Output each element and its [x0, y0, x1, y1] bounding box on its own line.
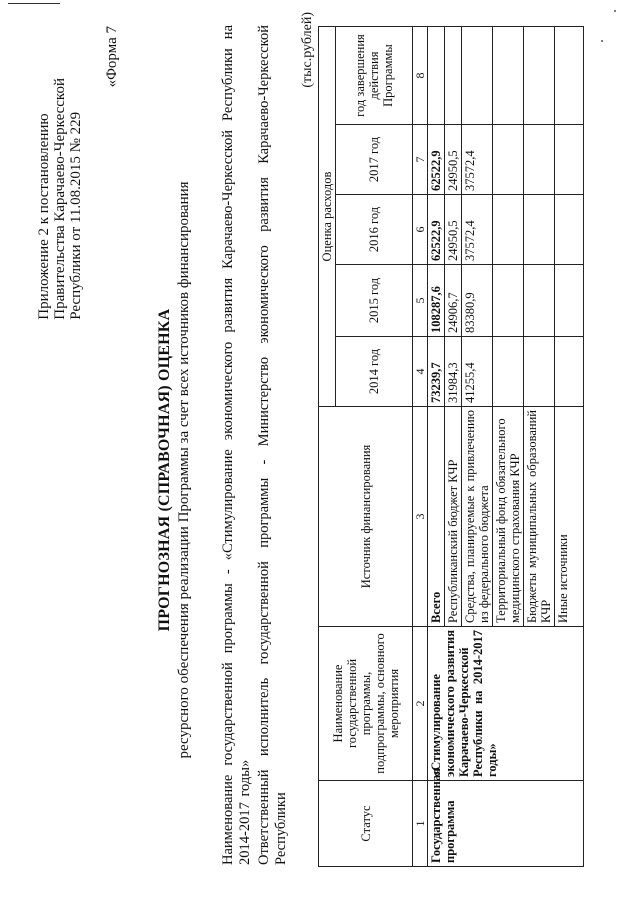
value-2015 [524, 265, 555, 337]
document-subtitle: ресурсного обеспечения реализации Программы за счет всех источников финансирования [176, 181, 192, 759]
header-name: Наименование государственной программы, подпрограммы, основного мероприятия [319, 627, 413, 781]
column-number: 4 [413, 337, 428, 407]
value-2016: 37572,4 [462, 195, 493, 265]
value-2014 [555, 337, 584, 407]
value-2016: 24950,5 [445, 195, 462, 265]
value-2016 [493, 195, 524, 265]
header-2016: 2016 год [336, 195, 413, 265]
units-label: (тыс.рублей) [300, 12, 315, 88]
document-title: ПРОГНОЗНАЯ (СПРАВОЧНАЯ) ОЦЕНКА [156, 308, 173, 632]
column-number: 5 [413, 265, 428, 337]
column-number: 1 [413, 781, 428, 867]
value-end-year [445, 27, 462, 125]
value-2015 [555, 265, 584, 337]
value-end-year [462, 27, 493, 125]
value-2015: 24906,7 [445, 265, 462, 337]
value-end-year [493, 27, 524, 125]
appendix-note [36, 78, 84, 320]
value-2014: 31984,3 [445, 337, 462, 407]
program-cell: «Стимулирование экономического развития Карачаево-Черкесской Республики на 2014-2017 годы» [428, 627, 584, 781]
value-2014: 73239,7 [428, 337, 445, 407]
header-2017: 2017 год [336, 125, 413, 195]
header-2015: 2015 год [336, 265, 413, 337]
value-2017: 62522,9 [428, 125, 445, 195]
value-end-year [524, 27, 555, 125]
column-number: 8 [413, 27, 428, 125]
status-cell: Государственная программа [428, 781, 584, 867]
value-2017 [555, 125, 584, 195]
appendix-line-3: Республики от 11.08.2015 № 229 [68, 111, 84, 320]
appendix-line-1: Приложение 2 к постановлению [36, 113, 52, 320]
appendix-line-2: Правительства Карачаево-Черкесской [52, 78, 68, 320]
source-cell: Республиканский бюджет КЧР [445, 407, 462, 627]
source-cell: Территориальный фонд обязательного медицинского страхования КЧР [493, 407, 524, 627]
column-number: 7 [413, 125, 428, 195]
column-number: 2 [413, 627, 428, 781]
value-2015 [493, 265, 524, 337]
header-status: Статус [319, 781, 413, 867]
column-number: 6 [413, 195, 428, 265]
value-2017: 37572,4 [462, 125, 493, 195]
value-2017 [524, 125, 555, 195]
header-end-year: год завершения действия Программы [336, 27, 413, 125]
source-cell: Иные источники [555, 407, 584, 627]
value-2014 [524, 337, 555, 407]
value-2017: 24950,5 [445, 125, 462, 195]
value-end-year [428, 27, 445, 125]
source-cell: Бюджеты муниципальных образований КЧР [524, 407, 555, 627]
header-source: Источник финансирования [319, 407, 413, 627]
source-cell: Средства, планируемые к привлечению из федерального бюджета [462, 407, 493, 627]
header-2014: 2014 год [336, 337, 413, 407]
header-estimate: Оценка расходов [319, 27, 336, 407]
value-2015: 108287,6 [428, 265, 445, 337]
column-number-row [413, 27, 428, 867]
value-2014: 41255,4 [462, 337, 493, 407]
value-2016 [524, 195, 555, 265]
funding-table [318, 26, 584, 867]
column-number: 3 [413, 407, 428, 627]
program-name: Наименование государственной программы - «Стимулирование экономического развития Карачаево-Черкесской Республики на 2014-2017 годы» [220, 25, 253, 865]
header-row-1 [319, 27, 336, 867]
responsible-executor: Ответственный исполнитель государственной программы - Министерство экономического развития Карачаево-Черкесской Республики [256, 25, 289, 865]
value-2014 [493, 337, 524, 407]
table-row [428, 27, 445, 867]
value-2015: 83380,9 [462, 265, 493, 337]
form-label: «Форма 7 [104, 26, 120, 88]
value-2016 [555, 195, 584, 265]
source-cell: Всего [428, 407, 445, 627]
value-end-year [555, 27, 584, 125]
value-2016: 62522,9 [428, 195, 445, 265]
value-2017 [493, 125, 524, 195]
